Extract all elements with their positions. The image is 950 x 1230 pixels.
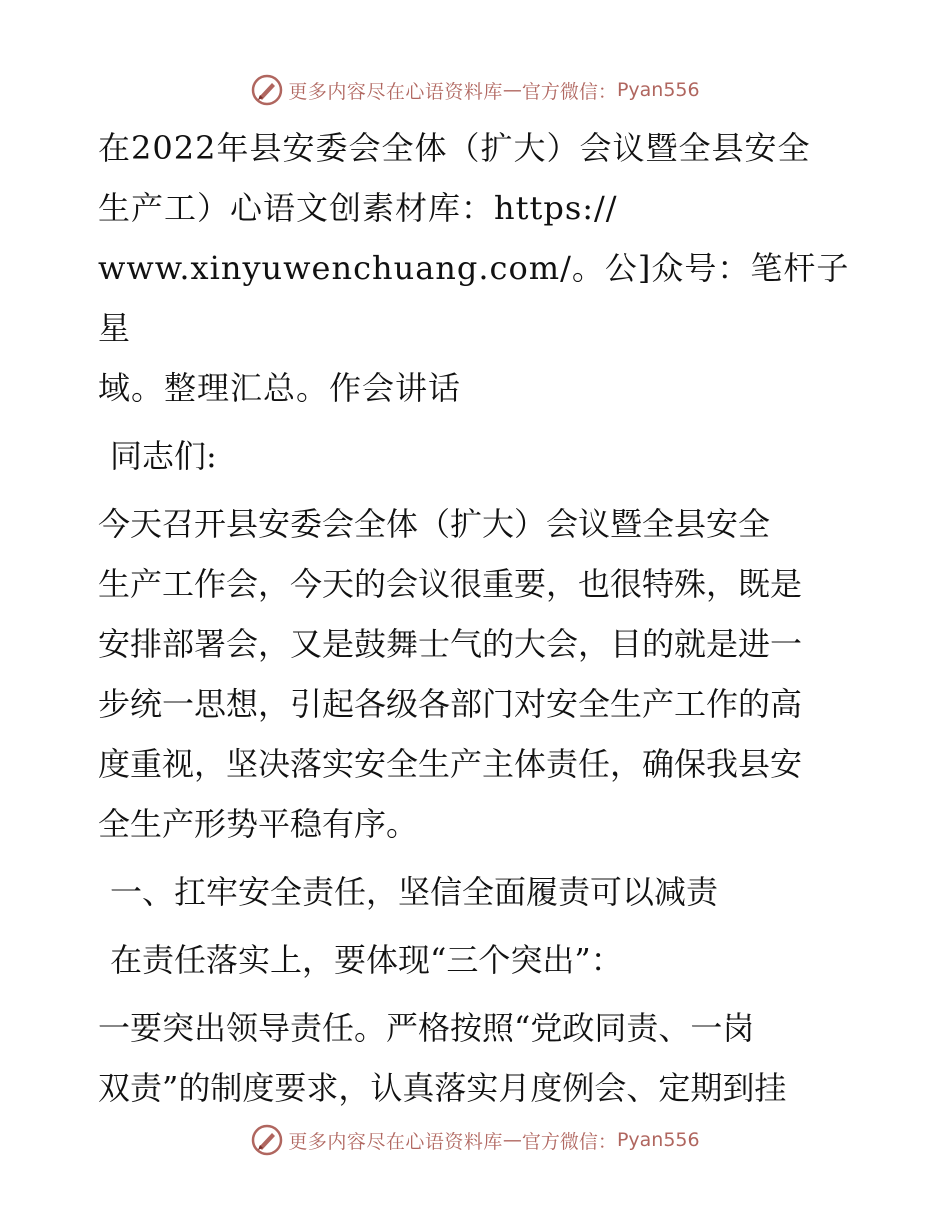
watermark-wechat-label: 官方微信： <box>521 1130 617 1153</box>
intro-line: 今天召开县安委会全体（扩大）会议暨全县安全 <box>98 505 771 543</box>
watermark-site-text: 更多内容尽在心语资料库 <box>288 80 503 103</box>
title-line: 在2022年县安委会全体（扩大）会议暨全县安全 <box>98 129 811 167</box>
pen-logo-icon <box>250 1123 284 1157</box>
section-lead: 在责任落实上，要体现“三个突出”： <box>110 941 623 979</box>
point-line: 一要突出领导责任。严格按照“党政同责、一岗 <box>98 1009 755 1047</box>
watermark-wechat-label: 官方微信： <box>521 80 617 103</box>
watermark-wechat-id: Pyan556 <box>616 79 700 101</box>
intro-line: 生产工作会，今天的会议很重要，也很特殊，既是 <box>98 565 803 603</box>
watermark-dash: — <box>502 79 522 101</box>
section-heading: 一、扛牢安全责任，坚信全面履责可以减责 <box>110 873 719 911</box>
intro-line: 步统一思想，引起各级各部门对安全生产工作的高 <box>98 685 803 723</box>
document-title <box>98 118 858 418</box>
salutation: 同志们: <box>110 437 217 475</box>
intro-line: 全生产形势平稳有序。 <box>98 805 419 843</box>
title-line: 生产工）心语文创素材库：https:// <box>98 189 618 227</box>
intro-line: 安排部署会，又是鼓舞士气的大会，目的就是进一 <box>98 625 803 663</box>
title-line: www.xinyuwenchuang.com/。公]众号：笔杆子星 <box>98 249 850 347</box>
document-body <box>98 118 858 1122</box>
intro-line: 度重视，坚决落实安全生产主体责任，确保我县安 <box>98 745 803 783</box>
watermark-site-text: 更多内容尽在心语资料库 <box>288 1130 503 1153</box>
watermark-dash: — <box>502 1129 522 1151</box>
watermark-footer <box>0 1120 950 1160</box>
watermark-header <box>0 70 950 110</box>
pen-logo-icon <box>250 73 284 107</box>
watermark-wechat-id: Pyan556 <box>616 1129 700 1151</box>
title-line: 域。整理汇总。作会讲话 <box>98 369 462 407</box>
point-line: 双责”的制度要求，认真落实月度例会、定期到挂 <box>98 1069 787 1107</box>
point-paragraph <box>98 998 858 1118</box>
intro-paragraph <box>98 494 858 854</box>
